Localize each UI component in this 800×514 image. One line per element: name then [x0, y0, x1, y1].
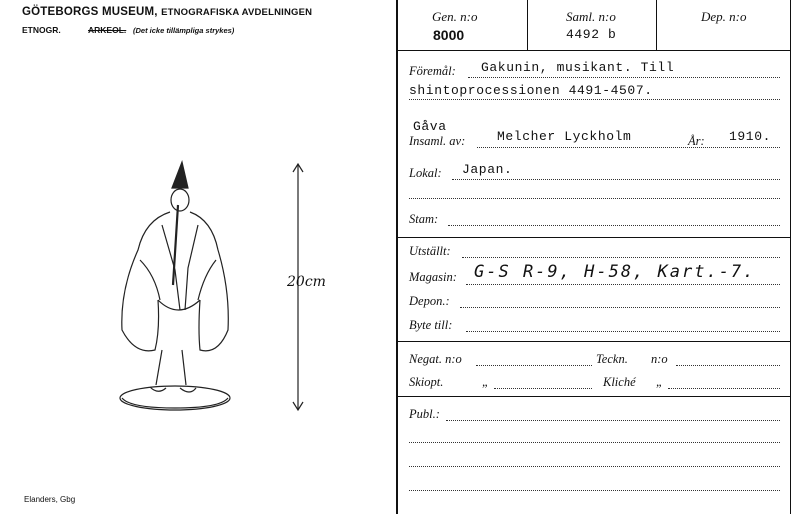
section-divider-1 [396, 237, 790, 238]
etnogr-label: ETNOGR. [22, 25, 61, 35]
museum-name [22, 6, 312, 18]
insaml-value: Melcher Lyckholm [497, 129, 632, 144]
museum-title: GÖTEBORGS MUSEUM, [22, 6, 158, 18]
kliche-ditto: „ [656, 375, 663, 389]
lokal-label: Lokal: [409, 166, 442, 180]
ar-value: 1910. [729, 129, 772, 144]
lokal-value: Japan. [462, 162, 513, 177]
magasin-label: Magasin: [409, 270, 457, 284]
arkeol-label: ARKEOL. [88, 25, 127, 35]
publ-label: Publ.: [409, 407, 440, 421]
saml-label: Saml. n:o [566, 9, 616, 24]
depon-label: Depon.: [409, 294, 450, 308]
skiopt-ditto: „ [482, 375, 489, 389]
dep-label: Dep. n:o [701, 9, 747, 24]
saml-value: 4492 b [566, 27, 617, 42]
section-divider-2 [396, 341, 790, 342]
skiopt-label: Skiopt. [409, 375, 444, 389]
form-right-border [790, 0, 791, 514]
insaml-label: Insaml. av: [409, 134, 466, 148]
box-divider-1 [527, 0, 528, 50]
byte-label: Byte till: [409, 318, 453, 332]
box-divider-2 [656, 0, 657, 50]
section-divider-3 [396, 396, 790, 397]
teckn-no: n:o [651, 352, 668, 366]
strike-note: (Det icke tillämpliga strykes) [133, 26, 235, 35]
foremal-line2: shintoprocessionen 4491-4507. [409, 83, 653, 98]
foremal-label: Föremål: [409, 64, 456, 78]
magasin-value: G-S R-9, H-58, Kart.-7. [474, 262, 756, 282]
printer-name: Elanders, Gbg [24, 495, 76, 504]
department-title: ETNOGRAFISKA AVDELNINGEN [161, 7, 313, 18]
teckn-label: Teckn. [596, 352, 628, 366]
negat-label: Negat. n:o [409, 352, 462, 366]
size-note: 20cm [287, 274, 326, 290]
gava-value: Gåva [413, 119, 447, 134]
stam-label: Stam: [409, 212, 439, 226]
kliche-label: Kliché [603, 375, 636, 389]
boxes-bottom-line [396, 50, 790, 51]
utstallt-label: Utställt: [409, 244, 451, 258]
form-left-border [396, 0, 398, 514]
gen-value: 8000 [433, 27, 465, 43]
ar-label: År: [688, 134, 705, 148]
foremal-line1: Gakunin, musikant. Till [481, 60, 675, 75]
gen-label: Gen. n:o [432, 9, 478, 24]
